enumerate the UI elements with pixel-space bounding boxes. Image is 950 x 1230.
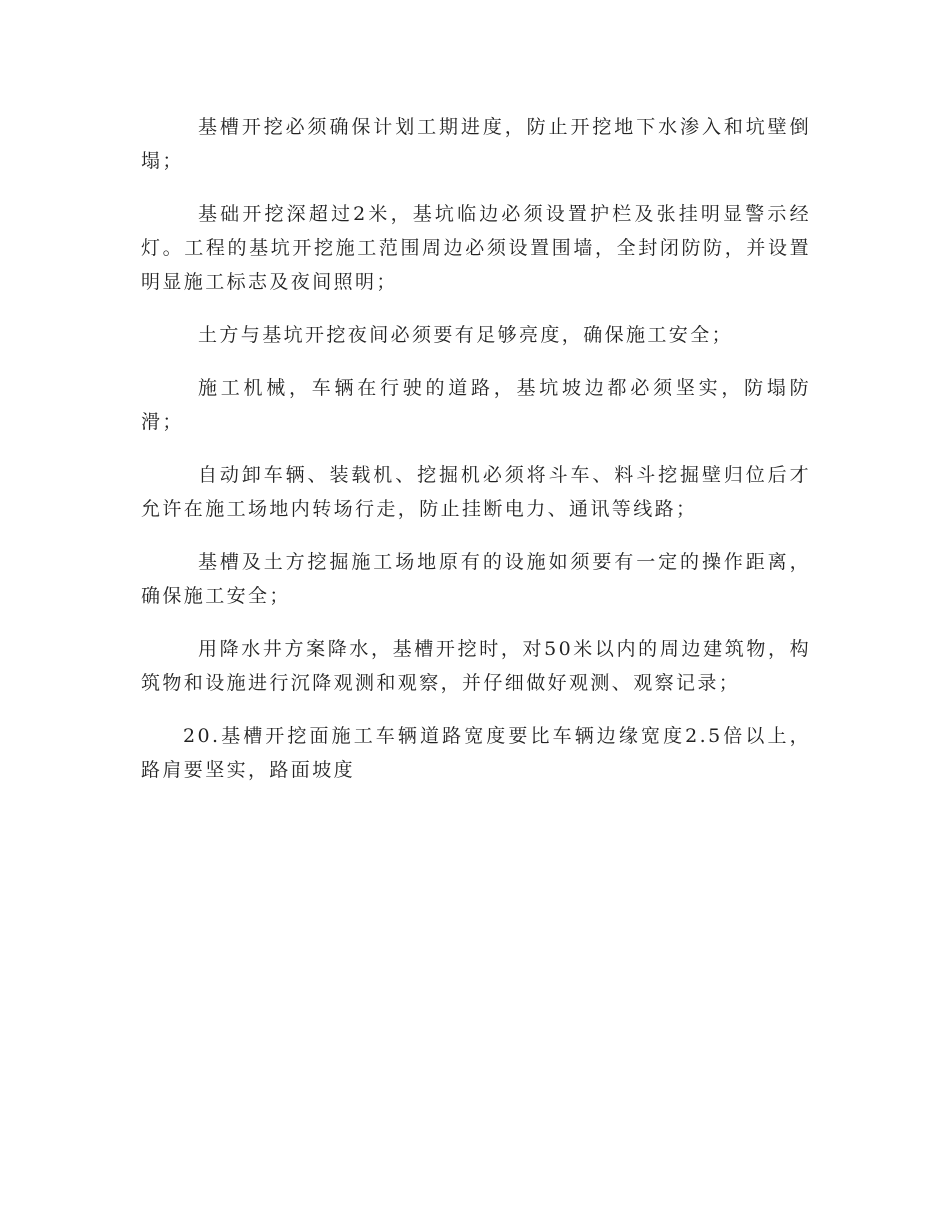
paragraph-dewatering: 用降水井方案降水，基槽开挖时，对50米以内的周边建筑物，构筑物和设施进行沉降观测和观察，并仔细做好观测、观察记录； [141, 638, 811, 694]
paragraph-foundation-depth: 基础开挖深超过2米，基坑临边必须设置护栏及张挂明显警示经灯。工程的基坑开挖施工范围周边必须设置围墙，全封闭防防，并设置明显施工标志及夜间照明； [141, 203, 811, 293]
paragraph-item-20: 20.基槽开挖面施工车辆道路宽度要比车辆边缘宽度2.5倍以上，路肩要坚实，路面坡度 [141, 725, 811, 781]
paragraph-vehicle-transfer: 自动卸车辆、装载机、挖掘机必须将斗车、料斗挖掘壁归位后才允许在施工场地内转场行走，防止挂断电力、通讯等线路； [141, 464, 811, 520]
paragraph-night-lighting: 土方与基坑开挖夜间必须要有足够亮度，确保施工安全； [198, 324, 734, 346]
paragraph-existing-facilities: 基槽及土方挖掘施工场地原有的设施如须要有一定的操作距离，确保施工安全； [141, 551, 811, 607]
paragraph-machinery-roads: 施工机械，车辆在行驶的道路，基坑坡边都必须坚实，防塌防滑； [141, 377, 811, 433]
document-body [141, 110, 811, 787]
paragraph-trench-excavation: 基槽开挖必须确保计划工期进度，防止开挖地下水渗入和坑壁倒塌； [141, 116, 811, 172]
